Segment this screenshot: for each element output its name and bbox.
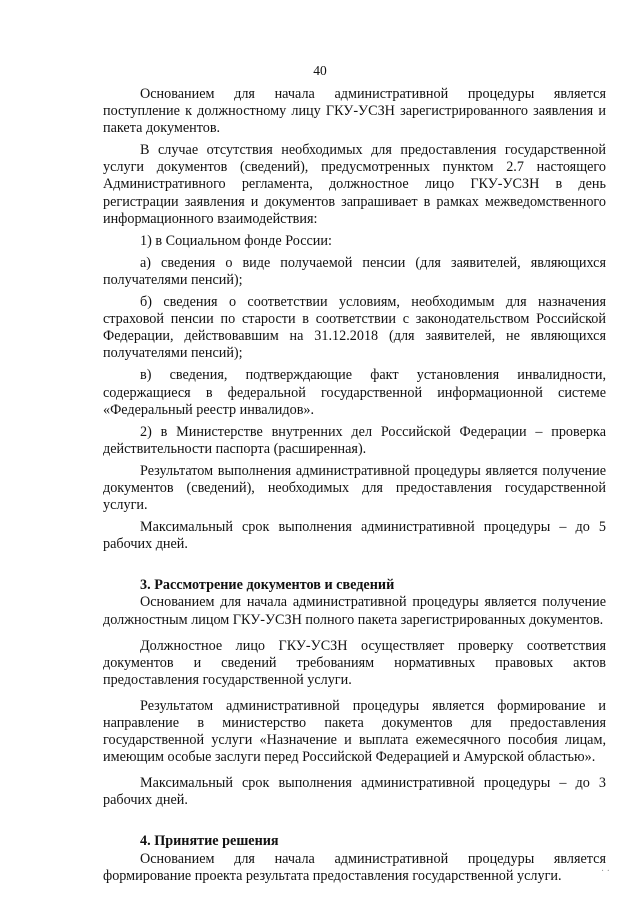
page-content: [103, 86, 606, 885]
paragraph: Должностное лицо ГКУ-УСЗН осуществляет проверку соответствия документов и сведений требованиям нормативных правовых актов предоставления государственной услуги.: [103, 637, 606, 688]
list-item: а) сведения о виде получаемой пенсии (для заявителей, являющихся получателями пенсий);: [103, 254, 606, 288]
paragraph: Максимальный срок выполнения административной процедуры – до 3 рабочих дней.: [103, 775, 606, 809]
paragraph: Результатом выполнения административной процедуры является получение документов (сведений), необходимых для предоставления государственной услуги.: [103, 462, 606, 514]
list-item: б) сведения о соответствии условиям, необходимым для назначения страховой пенсии по старости в соответствии с законодательством Российской Федерации, действовавшим на 31.12.2018 (для заявителей, не являющихся получателями пенсий);: [103, 294, 606, 362]
paragraph: В случае отсутствия необходимых для предоставления государственной услуги документов (сведений), предусмотренных пунктом 2.7 настоящего Административного регламента, должностное лицо ГКУ-УСЗН в день регистрации заявления и документов запрашивает в рамках межведомственного информационного взаимодействия:: [103, 142, 606, 227]
list-item: 1) в Социальном фонде России:: [140, 232, 332, 249]
paragraph: Максимальный срок выполнения административной процедуры – до 5 рабочих дней.: [103, 519, 606, 553]
list-item: 2) в Министерстве внутренних дел Российской Федерации – проверка действительности паспорта (расширенная).: [103, 423, 606, 457]
scan-specks: · ·: [600, 865, 610, 877]
list-item: в) сведения, подтверждающие факт установления инвалидности, содержащиеся в федеральной государственной информационной системе «Федеральный реестр инвалидов».: [103, 367, 606, 418]
page-number: 40: [313, 63, 327, 78]
section-heading: 3. Рассмотрение документов и сведений: [140, 577, 395, 594]
paragraph: Основанием для начала административной процедуры является поступление к должностному лицу ГКУ-УСЗН зарегистрированного заявления и пакета документов.: [103, 86, 606, 137]
paragraph: Основанием для начала административной процедуры является формирование проекта результата предоставления государственной услуги.: [103, 850, 606, 884]
paragraph: Результатом административной процедуры является формирование и направление в министерство пакета документов для предоставления государственной услуги «Назначение и выплата ежемесячного пособия лицам, имеющим особые заслуги перед Российской Федерацией и Амурской областью».: [103, 697, 606, 766]
paragraph: Основанием для начала административной процедуры является получение должностным лицом ГКУ-УСЗН полного пакета зарегистрированных документов.: [103, 594, 606, 628]
section-heading: 4. Принятие решения: [140, 833, 279, 850]
